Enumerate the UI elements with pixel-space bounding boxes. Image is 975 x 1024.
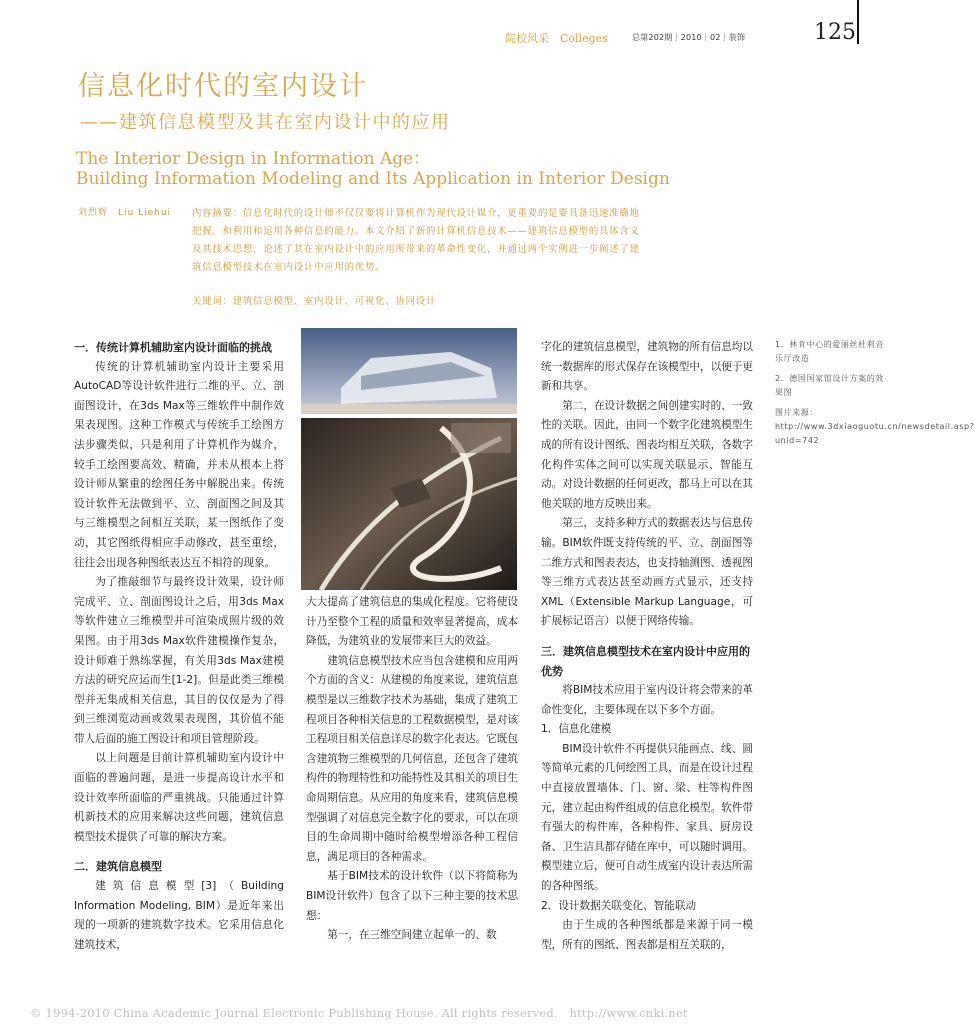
keywords: 关键词：建筑信息模型、室内设计、可视化、协同设计 xyxy=(192,296,437,307)
paragraph: 将BIM技术应用于室内设计将会带来的革命性变化，主要体现在以下多个方面。 xyxy=(541,684,753,716)
paragraph: 传统的计算机辅助室内设计主要采用AutoCAD等设计软件进行二维的平、立、剖面图设计，在3ds Max等三维软件中制作效果表现图。这种工作模式与传统手工绘图方法步骤类似，只是利用了计算机作为媒介，较手工绘图要高效、精确，并未从根本上将设计师从繁重的绘图任务中解脱出来。传统设计软件无法做到平、立、剖面图之间及其与三维模型之间相互关联，某一图纸作了变动，其它图纸得相应手动修改，甚至重绘，往往会出现各种图纸表达互不相符的现象。 xyxy=(74,360,284,569)
page-number: 125 xyxy=(814,20,856,45)
paragraph: 第三，支持多种方式的数据表达与信息传输。BIM软件既支持传统的平、立、剖面图等二维方式和图表表达，也支持轴测图、透视图等三维方式表达甚至动画方式显示，还支持XML（Extensible Markup Language，可扩展标记语言）以便于网络传输。 xyxy=(541,517,753,628)
article-title-en-line1: The Interior Design in Information Age： xyxy=(76,149,431,169)
subsection-heading-1: 1．信息化建模 xyxy=(541,723,612,736)
subsection-heading-2: 2．设计数据关联变化、智能联动 xyxy=(541,899,697,912)
section-heading-3: 三．建筑信息模型技术在室内设计中应用的优势 xyxy=(541,644,750,678)
paragraph: BIM设计软件不再提供只能画点、线、圆等简单元素的几何绘图工具，而是在设计过程中直接放置墙体、门、窗、梁、柱等构件图元，建立起由构件组成的信息化模型。软件带有强大的构件库，各种构件、家具、厨房设备、卫生洁具都存储在库中，可以随时调用。模型建立后，便可自动生成室内设计表达所需的各种图纸。 xyxy=(541,742,753,893)
author-name: 刘烈辉 Liu Liehui xyxy=(78,208,172,218)
paragraph: 以上问题是目前计算机辅助室内设计中面临的普遍问题，是进一步提高设计水平和设计效率所面临的严重挑战。只能通过计算机新技术的应用来解决这些问题，建筑信息模型技术提供了可靠的解决方案。 xyxy=(74,752,284,843)
running-header-section: 院校风采 Colleges xyxy=(505,32,608,45)
section-heading-1: 一．传统计算机辅助室内设计面临的挑战 xyxy=(74,341,272,354)
architecture-photo xyxy=(301,328,517,590)
paragraph: 建筑信息模型[3]（Building Information Modeling, BIM）是近年来出现的一项新的建筑数字技术。它采用信息化建筑技术， xyxy=(74,880,284,951)
paragraph: 大大提高了建筑信息的集成化程度。它将使设计乃至整个工程的质量和效率显著提高，成本降低，为建筑业的发展带来巨大的效益。 xyxy=(306,596,518,648)
header-divider xyxy=(857,0,859,44)
caption-2: 2．德国国家馆设计方案的效果图 xyxy=(775,374,884,397)
body-column-3 xyxy=(541,338,753,955)
paragraph: 第一，在三维空间建立起单一的、数 xyxy=(327,929,497,942)
body-column-1 xyxy=(74,338,284,955)
paragraph: 字化的建筑信息模型，建筑物的所有信息均以统一数据库的形式保存在该模型中，以便于更新和共享。 xyxy=(541,341,753,393)
article-title-en-line2: Building Information Modeling and Its Application in Interior Design xyxy=(76,169,670,189)
article-title-zh: 信息化时代的室内设计 xyxy=(78,71,368,102)
paragraph: 基于BIM技术的设计软件（以下将简称为BIM设计软件）包含了以下三种主要的技术思想： xyxy=(306,870,518,922)
section-heading-2: 二．建筑信息模型 xyxy=(74,860,162,874)
caption-1: 1．林肯中心的爱丽丝杜利音乐厅改造 xyxy=(775,340,884,363)
interior-staircase-image xyxy=(301,418,517,590)
paragraph: 为了推敲细节与最终设计效果，设计师完成平、立、剖面图设计之后，用3ds Max等软件建立三维模型并可渲染成照片级的效果图。由于用3ds Max软件建模操作复杂，设计师难于熟练掌握，有关用3ds Max建模方法的研究应运而生[1-2]。但是此类三维模型并无集成相关信息，其目的仅仅是为了得到三维浏览动画或效果表现图，其价值不能带人后面的施工图设计和项目管理阶段。 xyxy=(74,576,284,745)
building-exterior-image xyxy=(301,328,517,414)
article-subtitle-zh: ——建筑信息模型及其在室内设计中的应用 xyxy=(80,112,451,133)
running-header-issue: 总第202期｜2010｜02｜装饰 xyxy=(632,33,746,42)
abstract: 内容摘要：信息化时代的设计师不仅仅要将计算机作为现代设计媒介，更重要的是要具备迅速准确地把握，和利用和运用各种信息的能力。本文介绍了新的计算机信息技术——建筑信息模型的具体含义及其技术思想，论述了其在室内设计中的应用所带来的革命性变化，并通过两个实例进一步阐述了建筑信息模型技术在室内设计中应用的优势。 xyxy=(192,208,640,273)
paragraph: 建筑信息模型技术应当包含建模和应用两个方面的含义：从建模的角度来说，建筑信息模型是以三维数字技术为基础，集成了建筑工程项目各种相关信息的工程数据模型，是对该工程项目相关信息详尽的数字化表达。它既包含建筑物三维模型的几何信息，还包含了建筑构件的物理特性和功能特性及其相关的项目生命周期信息。从应用的角度来看，建筑信息模型强调了对信息完全数字化的要求，可以在项目的生命周期中随时给模型增添各种工程信息，满足项目的各种需求。 xyxy=(306,654,518,863)
paragraph: 由于生成的各种图纸都是来源于同一模型，所有的图纸、图表都是相互关联的， xyxy=(541,919,753,951)
body-column-2 xyxy=(306,593,518,946)
copyright-footer: © 1994-2010 China Academic Journal Electronic Publishing House. All rights reserved. http://www.cnki.net xyxy=(30,1006,688,1020)
paragraph: 第二，在设计数据之间创建实时的、一致性的关联。因此，由同一个数字化建筑模型生成的所有设计图纸、图表均相互关联，各数字化构件实体之间可以实现关联显示、智能互动。对设计数据的任何更改，都马上可以在其他关联的地方反映出来。 xyxy=(541,399,753,510)
figure-captions xyxy=(775,338,975,454)
image-source: 图片来源：http://www.3dxiaoguotu.cn/newsdetail.asp?unid=742 xyxy=(775,408,975,445)
